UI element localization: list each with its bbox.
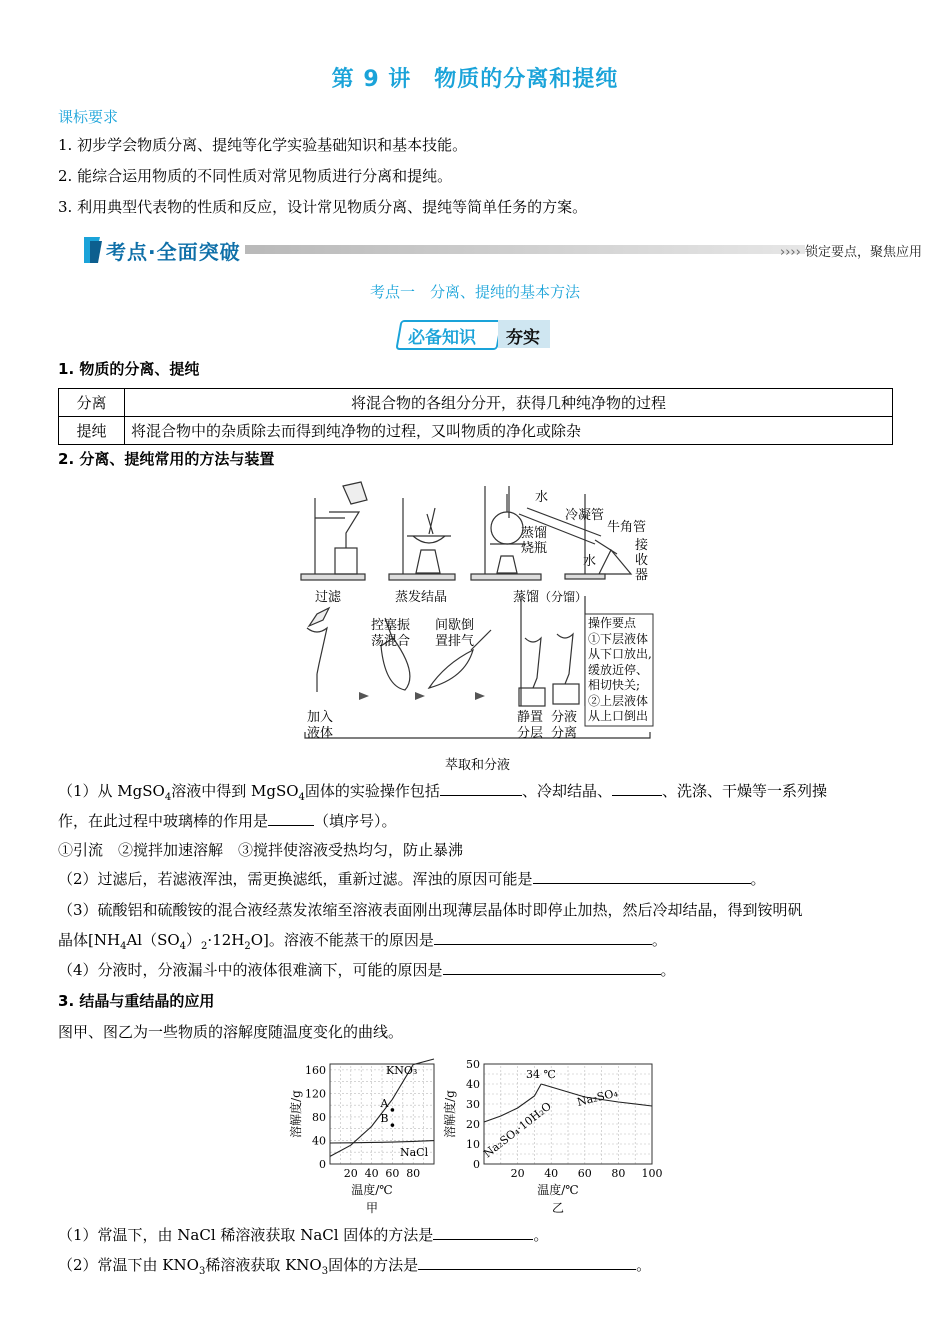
label-separate [551, 710, 577, 742]
q3-text: Al（SO [126, 931, 180, 949]
sec2-title: . 分离、提纯常用的方法与装置 [68, 450, 275, 468]
row-text: 将混合物中的杂质除去而得到纯净物的过程，又叫物质的净化或除杂 [125, 417, 893, 445]
y-tick-label: 0 [473, 1158, 480, 1171]
sec2-heading [58, 448, 274, 470]
label-flask-1: 蒸馏 [521, 526, 548, 541]
tip-line: ②上层液体 [588, 693, 649, 708]
series-label: NaCl [400, 1146, 429, 1159]
chart-name: 乙 [551, 1201, 565, 1215]
chart-name: 甲 [365, 1201, 379, 1215]
answer-blank[interactable] [443, 960, 661, 975]
y-tick-label: 30 [466, 1098, 480, 1111]
sec2-num: 2 [58, 450, 69, 468]
sec3-intro: 图甲、图乙为一些物质的溶解度随温度变化的曲线。 [58, 1023, 404, 1041]
definition-table [58, 388, 893, 445]
standard-item-3: 3. 利用典型代表物的性质和反应，设计常见物质分离、提纯等简单任务的方案。 [58, 198, 588, 216]
row-head: 分离 [59, 389, 125, 417]
q5-line [58, 1224, 548, 1246]
row-head: 提纯 [59, 417, 125, 445]
q1-text: 溶液中得到 MgSO [171, 782, 299, 800]
x-tick-label: 60 [385, 1167, 400, 1180]
y-axis-label: 溶解度/g [443, 1090, 457, 1138]
q5-text: 。 [533, 1226, 549, 1244]
q1-text: 作，在此过程中玻璃棒的作用是 [58, 812, 269, 830]
tip-line: 从上口倒出 [588, 709, 649, 723]
q1-text: （1）从 MgSO [58, 782, 165, 800]
q3-sub: 4 [120, 941, 127, 952]
label-water-in: 水 [535, 490, 549, 505]
arrow-icon [359, 692, 369, 700]
x-tick-label: 20 [343, 1167, 358, 1180]
banner-bar [245, 245, 805, 254]
q4-text: （4）分液时，分液漏斗中的液体很难滴下，可能的原因是 [58, 961, 443, 979]
label-distill-note: （分馏） [539, 590, 588, 604]
q3-text: O]。溶液不能蒸干的原因是 [250, 931, 434, 949]
q1-text: 、洗涤、干燥等一系列操 [661, 782, 827, 800]
label-condenser: 冷凝管 [565, 508, 605, 523]
badge-left: 必备知识 [408, 328, 476, 348]
q3-sub: 2 [244, 941, 251, 952]
q4-line [58, 959, 676, 981]
label-shake [371, 618, 410, 650]
label-evaporate: 蒸发结晶 [395, 590, 448, 605]
label-vent-2: 置排气 [435, 634, 475, 649]
label-receiver-1: 接 [635, 538, 649, 553]
label-separate-1: 分液 [551, 710, 578, 725]
answer-blank[interactable] [440, 781, 522, 796]
x-tick-label: 40 [544, 1167, 559, 1180]
standard-item-1: 1. 初步学会物质分离、提纯等化学实验基础知识和基本技能。 [58, 136, 468, 154]
q6-text: 稀溶液获取 KNO [205, 1256, 322, 1274]
label-add-2: 液体 [307, 726, 334, 741]
y-tick-label: 120 [305, 1087, 326, 1101]
x-tick-label: 80 [406, 1167, 421, 1180]
label-add [307, 710, 333, 742]
q3-text: ） [186, 931, 202, 949]
series-label: Na₂SO₄·10H₂O [481, 1099, 554, 1161]
banner-right [780, 241, 922, 260]
x-axis-label: 温度/℃ [537, 1183, 579, 1197]
x-tick-label: 60 [577, 1167, 592, 1180]
label-stand [517, 710, 543, 742]
chevrons-icon: ›››› [780, 245, 801, 260]
q1-line2 [58, 810, 397, 832]
x-tick-label: 80 [611, 1167, 626, 1180]
banner-main-text [106, 236, 241, 265]
q6-sub: 3 [198, 1266, 206, 1277]
standards-label: 课标要求 [58, 108, 119, 126]
q3-sub: 4 [179, 941, 187, 952]
page-title: 第 9 讲 物质的分离和提纯 [331, 67, 619, 92]
label-water-out: 水 [583, 554, 597, 569]
label-adapter: 牛角管 [607, 520, 647, 535]
q3-line2 [58, 929, 667, 958]
q1-text: （填序号）。 [314, 812, 397, 830]
q6-text: （2）常温下由 KNO [58, 1256, 199, 1274]
data-point [391, 1123, 395, 1127]
solubility-chart-b [440, 1050, 670, 1218]
arrow-icon [415, 692, 425, 700]
label-receiver-3: 器 [635, 568, 649, 583]
y-tick-label: 50 [466, 1058, 480, 1071]
label-distill [513, 586, 587, 605]
q6-sub: 3 [321, 1266, 329, 1277]
table-row [59, 389, 893, 417]
data-point [391, 1108, 395, 1112]
answer-blank[interactable] [612, 781, 662, 796]
q2-text: （2）过滤后，若滤液浑浊，需更换滤纸，重新过滤。浑浊的原因可能是 [58, 870, 533, 888]
label-distill-text: 蒸馏 [513, 590, 540, 605]
label-vent-1: 间歇倒 [435, 618, 475, 633]
q1-sub: 4 [298, 792, 305, 803]
x-axis-label: 温度/℃ [351, 1183, 393, 1197]
tip-line: 从下口放出, [588, 647, 652, 661]
x-tick-label: 100 [641, 1167, 663, 1180]
y-tick-label: 160 [305, 1063, 326, 1077]
y-tick-label: 40 [312, 1134, 326, 1148]
answer-blank[interactable] [533, 869, 751, 884]
x-tick-label: 40 [364, 1167, 379, 1180]
y-tick-label: 40 [466, 1078, 480, 1091]
sec1-num: 1 [58, 360, 69, 378]
q6-text: 。 [636, 1256, 652, 1274]
q1-text: 固体的实验操作包括 [304, 782, 440, 800]
answer-blank[interactable] [268, 811, 314, 826]
q1-text: 、冷却结晶、 [521, 782, 612, 800]
label-extract-caption: 萃取和分液 [445, 758, 511, 773]
label-receiver-2: 收 [635, 553, 649, 568]
topic-banner [80, 233, 922, 267]
y-tick-label: 20 [466, 1118, 480, 1131]
sec1-title: . 物质的分离、提纯 [68, 360, 200, 378]
tips-title: 操作要点 [588, 616, 637, 630]
series-label: Na₂SO₄ [575, 1086, 620, 1109]
apparatus-figure [295, 478, 665, 778]
topic1-title: 考点一 分离、提纯的基本方法 [369, 283, 580, 301]
sec3-title: . 结晶与重结晶的应用 [68, 992, 215, 1010]
sec1-heading [58, 358, 199, 380]
tip-line: ①下层液体 [588, 631, 649, 646]
point-label: B [380, 1112, 389, 1126]
banner-main-label: 考点·全面突破 [106, 240, 241, 264]
q3-text: 。 [651, 931, 667, 949]
label-add-1: 加入 [307, 710, 334, 725]
label-stand-1: 静置 [517, 710, 544, 725]
sec3-heading [58, 990, 214, 1012]
label-separate-2: 分离 [551, 726, 578, 741]
banner-right-text: 锁定要点，聚焦应用 [804, 245, 922, 260]
x-tick-label: 20 [510, 1167, 525, 1180]
label-shake-1: 控塞振 [371, 618, 411, 633]
answer-blank[interactable] [434, 930, 652, 945]
standard-item-2: 2. 能综合运用物质的不同性质对常见物质进行分离和提纯。 [58, 167, 453, 185]
q3-line1: （3）硫酸铝和硫酸铵的混合液经蒸发浓缩至溶液表面刚出现薄层晶体时即停止加热，然后冷却结晶，得到铵明矾 [58, 901, 803, 919]
q3-sub: 2 [201, 941, 208, 952]
point-label: A [380, 1096, 389, 1110]
y-tick-label: 0 [319, 1158, 326, 1171]
label-flask [521, 526, 547, 556]
tips-box [588, 616, 652, 725]
tip-line: 相切快关; [588, 678, 641, 692]
answer-blank[interactable] [418, 1255, 636, 1270]
sec3-num: 3 [58, 992, 69, 1010]
y-tick-label: 10 [466, 1138, 480, 1151]
annotation: 34 ℃ [526, 1068, 556, 1081]
knowledge-badge [398, 318, 554, 350]
y-tick-label: 80 [312, 1110, 326, 1124]
row-text: 将混合物的各组分分开，获得几种纯净物的过程 [125, 389, 893, 417]
label-receiver [635, 538, 648, 583]
q1-line1 [58, 780, 827, 809]
label-stand-2: 分层 [517, 726, 544, 741]
badge-right: 夯实 [506, 328, 540, 348]
label-flask-2: 烧瓶 [521, 541, 548, 556]
table-row [59, 417, 893, 445]
label-filter: 过滤 [315, 590, 342, 605]
q1-sub: 4 [164, 792, 172, 803]
q2-line [58, 868, 766, 890]
arrow-icon [475, 692, 485, 700]
q3-text: ·12H [207, 931, 245, 949]
answer-blank[interactable] [433, 1225, 533, 1240]
q1-options: ①引流 ②搅拌加速溶解 ③搅拌使溶液受热均匀，防止暴沸 [58, 841, 464, 859]
solubility-chart-a [280, 1050, 450, 1218]
tip-line: 缓放近停、 [588, 662, 649, 677]
q5-text: （1）常温下，由 NaCl 稀溶液获取 NaCl 固体的方法是 [58, 1226, 434, 1244]
q3-text: 晶体[NH [58, 931, 121, 949]
series-line [330, 1141, 434, 1143]
q2-text: 。 [750, 870, 766, 888]
series-label: KNO₃ [386, 1064, 418, 1077]
q4-text: 。 [660, 961, 676, 979]
q6-line [58, 1254, 651, 1283]
label-vent [435, 618, 474, 650]
y-axis-label: 溶解度/g [289, 1090, 303, 1138]
q6-text: 固体的方法是 [328, 1256, 419, 1274]
label-shake-2: 荡混合 [371, 634, 411, 649]
